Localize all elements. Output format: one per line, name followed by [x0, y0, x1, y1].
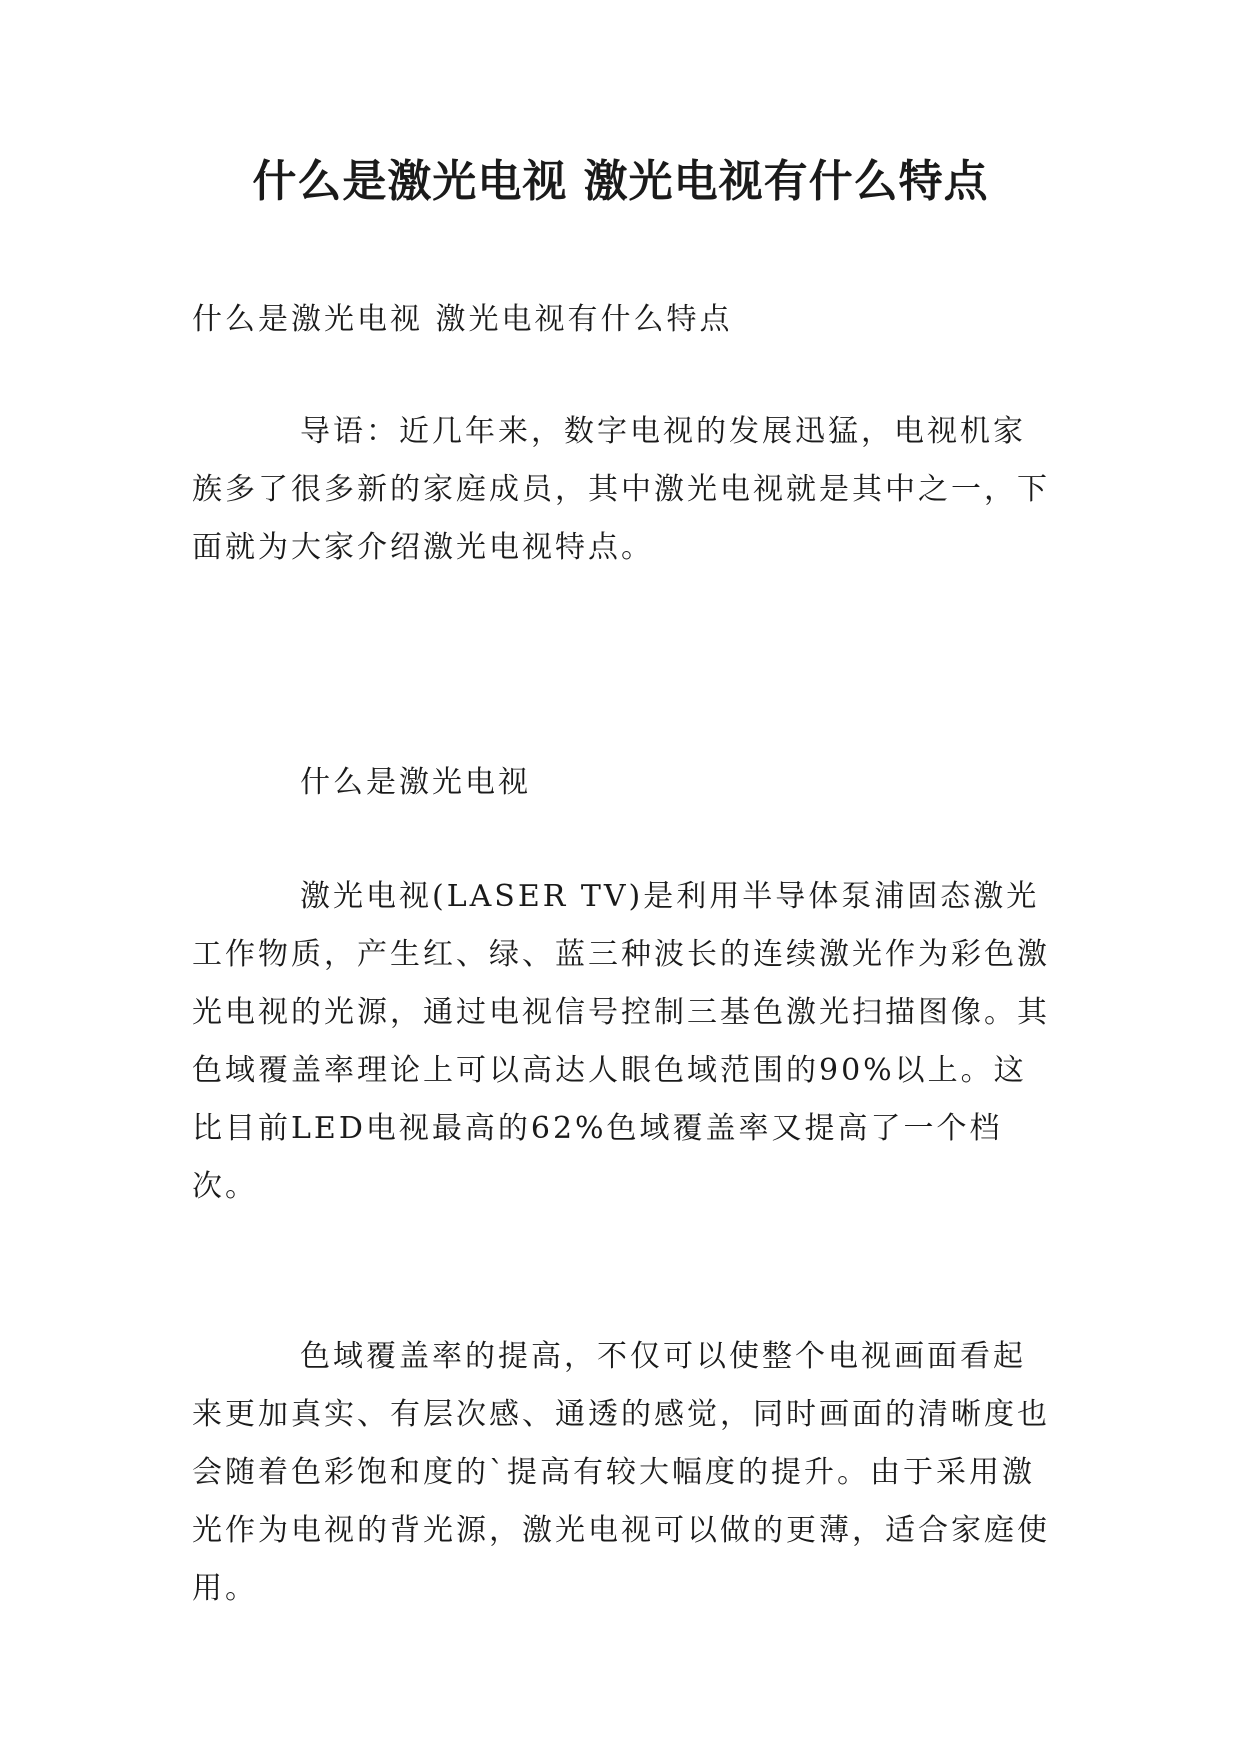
intro-paragraph: 导语：近几年来，数字电视的发展迅猛，电视机家族多了很多新的家庭成员，其中激光电视就是其中之一，下面就为大家介绍激光电视特点。	[192, 414, 1050, 565]
definition-paragraph: 激光电视(LASER TV)是利用半导体泵浦固态激光工作物质，产生红、绿、蓝三种波长的连续激光作为彩色激光电视的光源，通过电视信号控制三基色激光扫描图像。其色域覆盖率理论上可以高达人眼色域范围的90%以上。这比目前LED电视最高的62%色域覆盖率又提高了一个档次。	[192, 879, 1050, 1204]
document-title: 什么是激光电视 激光电视有什么特点	[252, 156, 989, 207]
gamut-paragraph: 色域覆盖率的提高，不仅可以使整个电视画面看起来更加真实、有层次感、通透的感觉，同时画面的清晰度也会随着色彩饱和度的`提高有较大幅度的提升。由于采用激光作为电视的背光源，激光电视可以做的更薄，适合家庭使用。	[192, 1339, 1050, 1606]
document-subtitle: 什么是激光电视 激光电视有什么特点	[192, 302, 733, 337]
section-heading: 什么是激光电视	[300, 765, 531, 800]
